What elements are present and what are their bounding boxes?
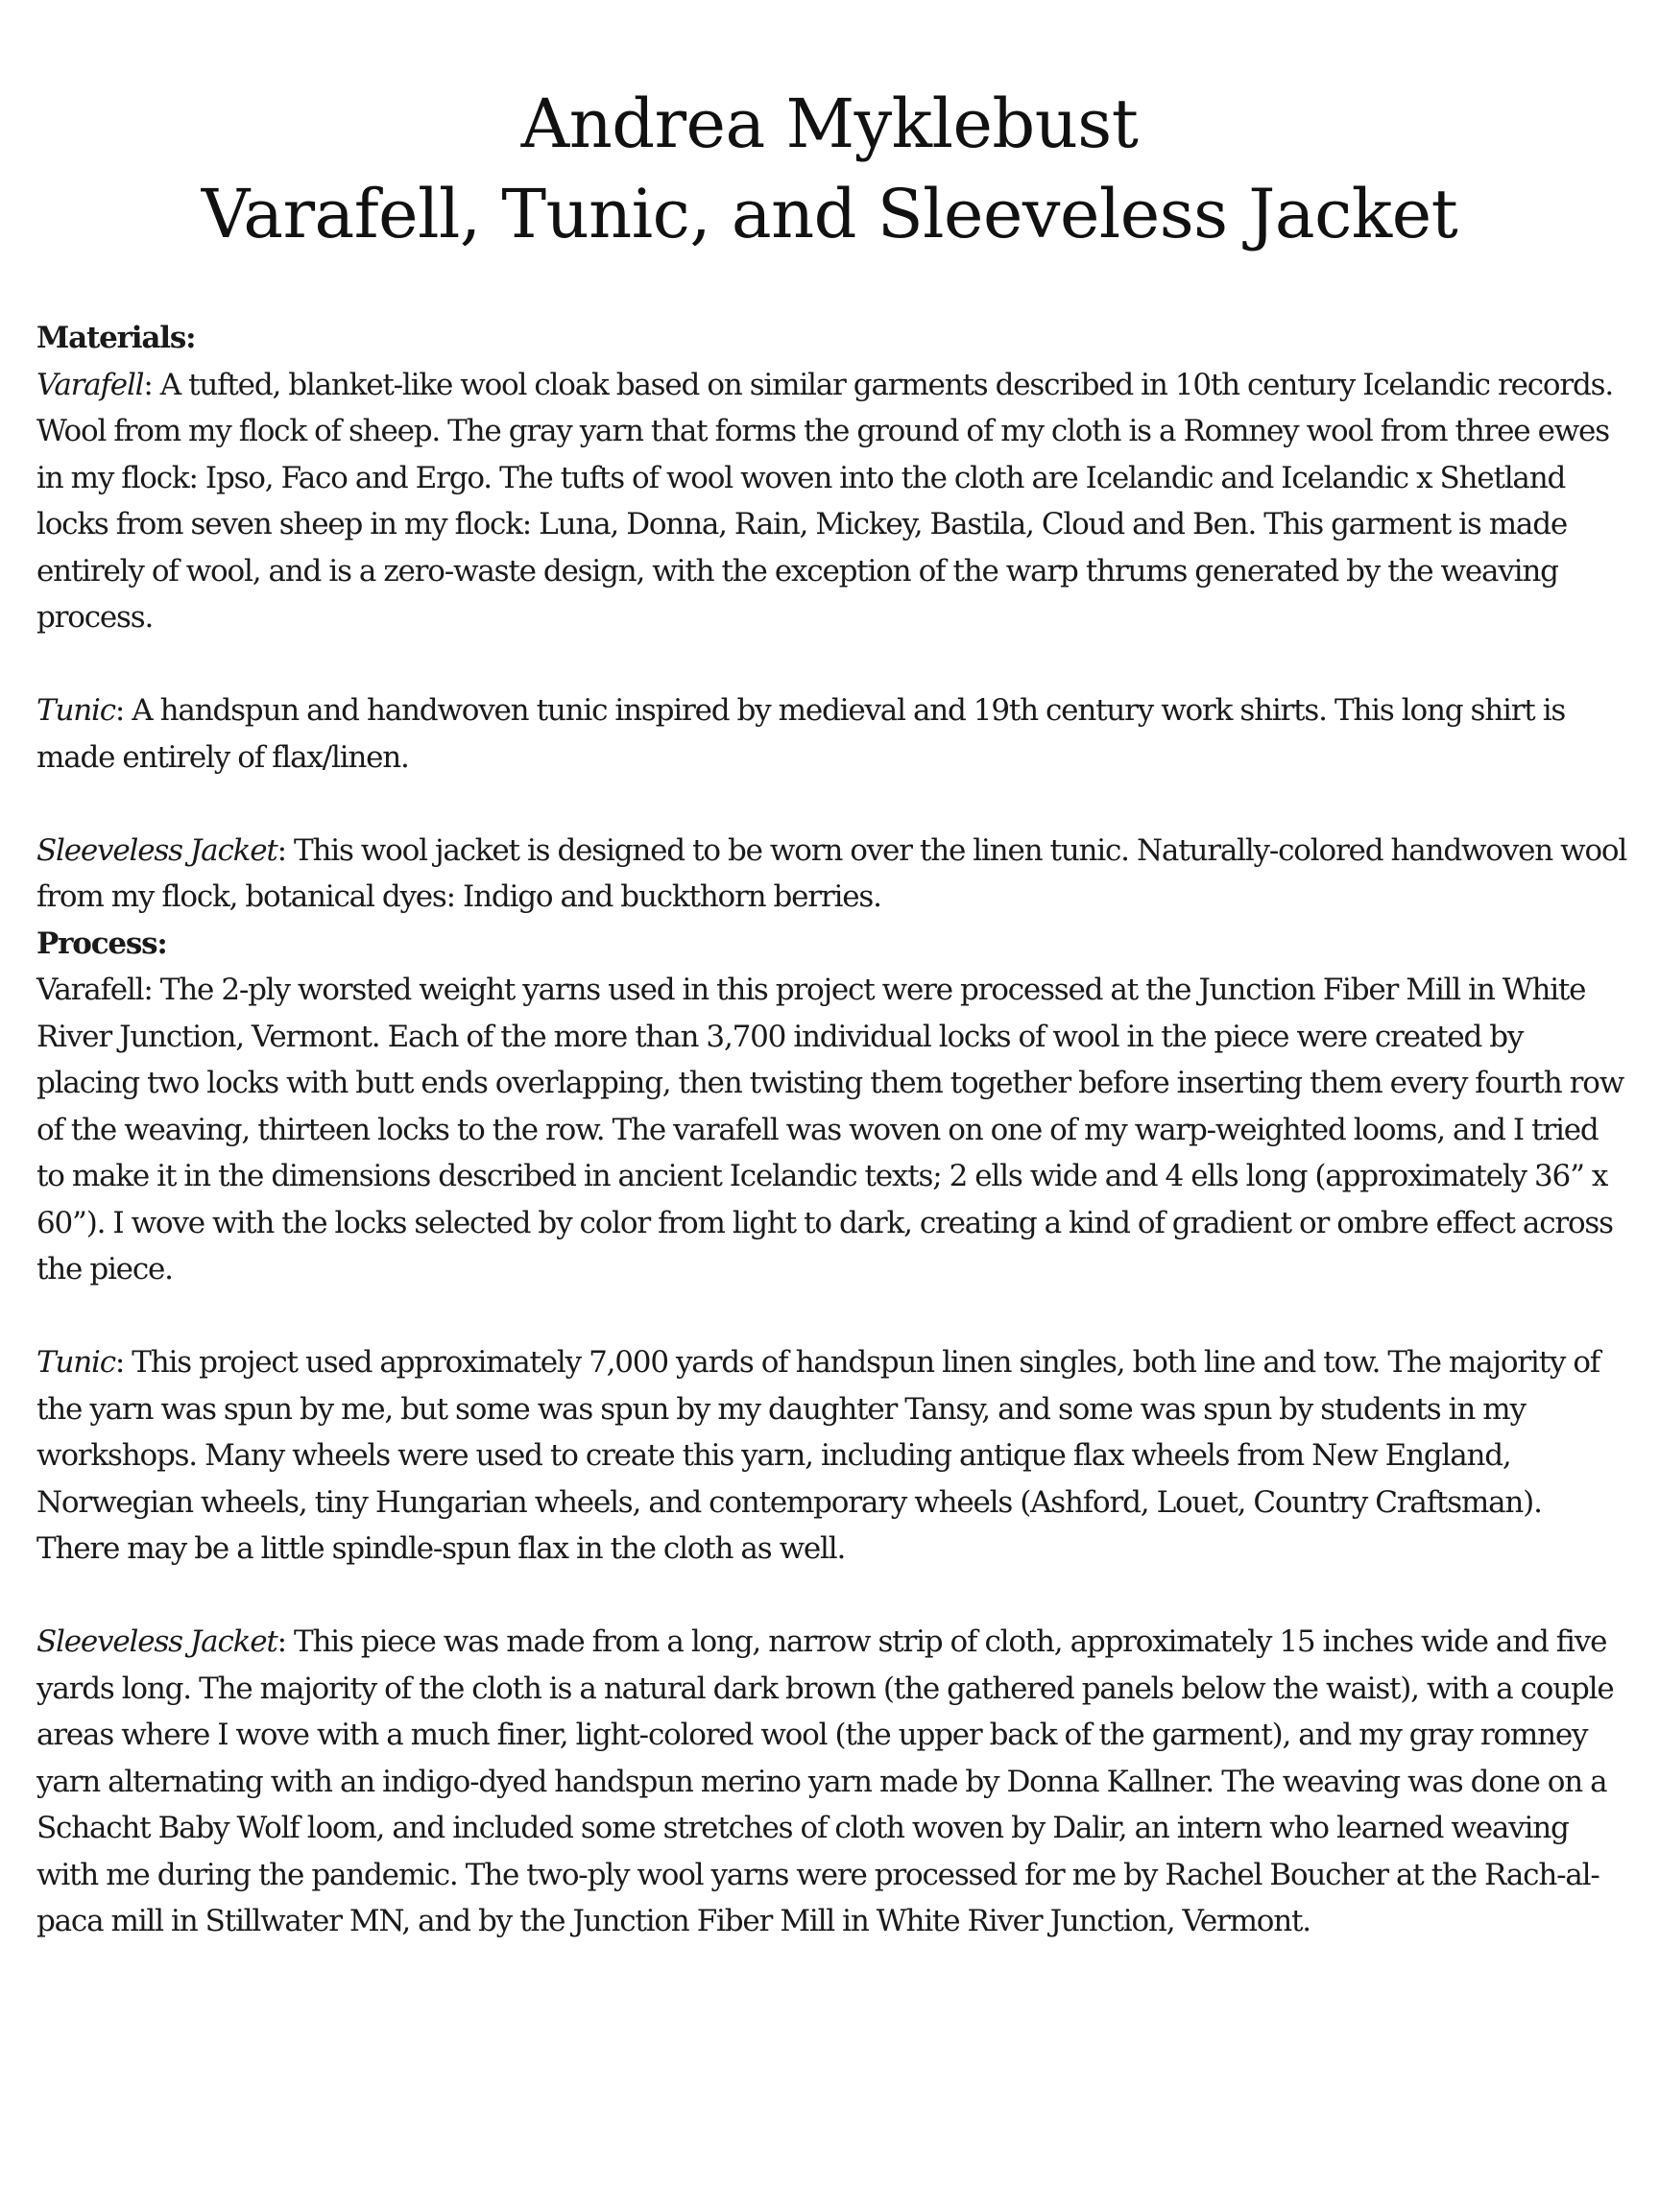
document-body — [36, 315, 1630, 1945]
tunic-label: Tunic — [36, 693, 115, 728]
materials-wool-paragraph: Wool from my flock of sheep. The gray yarn that forms the ground of my cloth is a Romney wool from three ewes in my flock: Ipso, Faco and Ergo. The tufts of wool woven into the cloth are Icelandic and Icelandic x Shetland locks from seven sheep in my flock: Luna, Donna, Rain, Mickey, Bastila, Cloud and Ben. This garment is made entirely of wool, and is a zero-waste design, with the exception of the warp thrums generated by the weaving process. — [36, 414, 1609, 635]
process-jacket-label: Sleeveless Jacket — [36, 1624, 277, 1659]
process-tunic-description: : This project used approximately 7,000 yards of handspun linen singles, both line and tow. The majority of the yarn was spun by me, but some was spun by my daughter Tansy, and some was spun by students in my workshops. Many wheels were used to create this yarn, including antique flax wheels from New England, Norwegian wheels, tiny Hungarian wheels, and contemporary wheels (Ashford, Louet, Country Craftsman). There may be a little spindle-spun flax in the cloth as well. — [36, 1345, 1600, 1566]
jacket-description: : This wool jacket is designed to be worn over the linen tunic. Naturally-colored handwoven wool from my flock, botanical dyes: Indigo and buckthorn berries. — [36, 832, 1627, 914]
materials-section — [36, 315, 1630, 921]
document-title — [36, 79, 1623, 259]
materials-tunic-paragraph — [36, 687, 1630, 781]
process-section — [36, 921, 1630, 1945]
process-tunic-label: Tunic — [36, 1345, 115, 1380]
process-jacket-paragraph — [36, 1619, 1630, 1945]
materials-heading: Materials: — [36, 321, 196, 355]
varafell-description: : A tufted, blanket-like wool cloak based on similar garments described in 10th century Icelandic records. — [143, 367, 1614, 402]
materials-varafell-paragraph — [36, 362, 1630, 409]
artist-name: Andrea Myklebust — [520, 84, 1139, 163]
process-heading: Process: — [36, 926, 167, 961]
process-varafell-paragraph: Varafell: The 2-ply worsted weight yarns used in this project were processed at the Junction Fiber Mill in White River Junction, Vermont. Each of the more than 3,700 individual locks of wool in the piece were created by placing two locks with butt ends overlapping, then twisting them together before inserting them every fourth row of the weaving, thirteen locks to the row. The varafell was woven on one of my warp-weighted looms, and I tried to make it in the dimensions described in ancient Icelandic texts; 2 ells wide and 4 ells long (approximately 36” x 60”). I wove with the locks selected by color from light to dark, creating a kind of gradient or ombre effect across the piece. — [36, 973, 1624, 1286]
process-tunic-paragraph — [36, 1339, 1630, 1573]
jacket-label: Sleeveless Jacket — [36, 832, 277, 868]
document-page — [36, 0, 1630, 1945]
work-title: Varafell, Tunic, and Sleeveless Jacket — [201, 175, 1458, 253]
materials-jacket-paragraph — [36, 828, 1630, 921]
tunic-description: : A handspun and handwoven tunic inspired by medieval and 19th century work shirts. This long shirt is made entirely of flax/linen. — [36, 693, 1566, 775]
varafell-label: Varafell — [36, 367, 144, 402]
process-jacket-description: : This piece was made from a long, narrow strip of cloth, approximately 15 inches wide and five yards long. The majority of the cloth is a natural dark brown (the gathered panels below the waist), with a couple areas where I wove with a much finer, light-colored wool (the upper back of the garment), and my gray romney yarn alternating with an indigo-dyed handspun merino yarn made by Donna Kallner. The weaving was done on a Schacht Baby Wolf loom, and included some stretches of cloth woven by Dalir, an intern who learned weaving with me during the pandemic. The two-ply wool yarns were processed for me by Rachel Boucher at the Rach-al-paca mill in Stillwater MN, and by the Junction Fiber Mill in White River Junction, Vermont. — [36, 1624, 1614, 1938]
